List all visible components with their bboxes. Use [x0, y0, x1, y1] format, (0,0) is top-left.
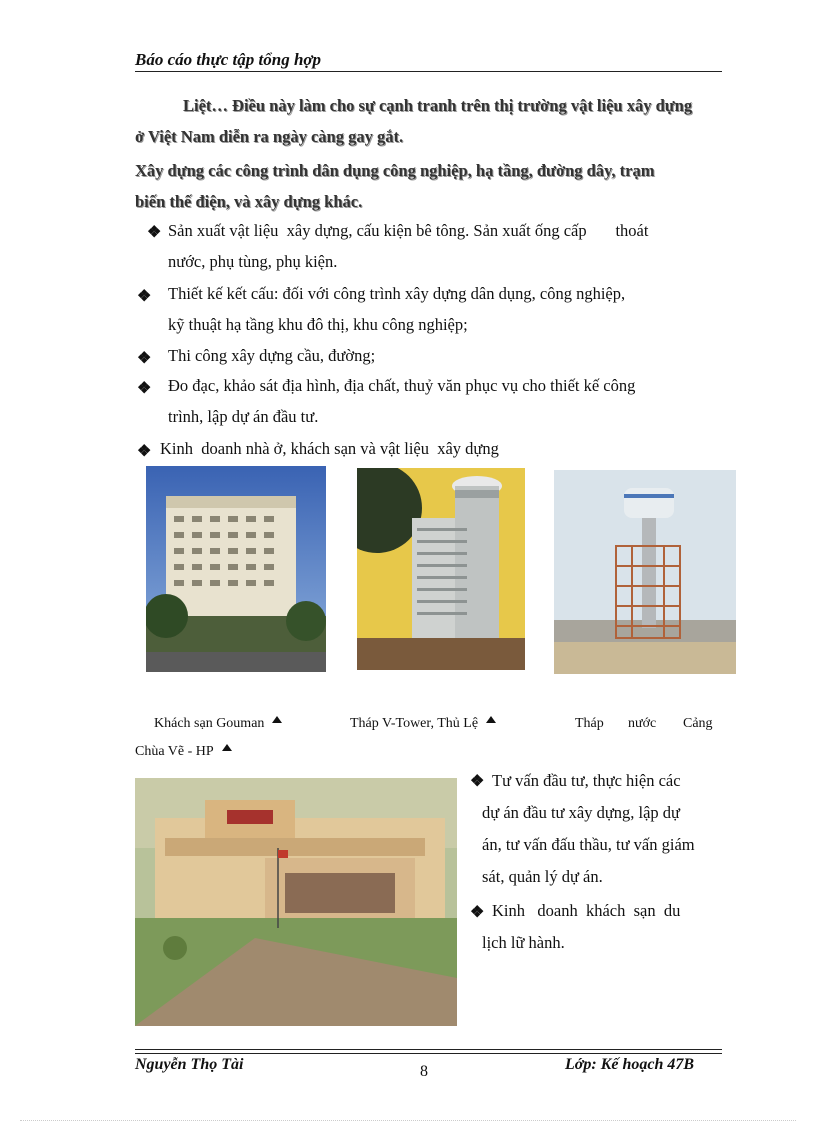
- bullet-3-line-1: Thi công xây dựng cầu, đường;: [168, 346, 376, 365]
- photo-company-building: [135, 778, 457, 1026]
- caption-hotel: Khách sạn Gouman: [154, 716, 282, 732]
- intro-line-4: biến thế điện, và xây dựng khác.: [135, 192, 363, 211]
- triangle-up-icon: [272, 716, 282, 723]
- footer-author: Nguyễn Thọ Tài: [135, 1056, 244, 1073]
- diamond-bullet-icon: ❖: [137, 350, 152, 367]
- footer-rule-bottom: [135, 1053, 722, 1054]
- caption-tower: Tháp V-Tower, Thủ Lệ: [350, 716, 496, 732]
- intro-line-3: Xây dựng các công trình dân dụng công nghiệp, hạ tầng, đường dây, trạm: [135, 161, 655, 180]
- side-bullet-2-line-2: lịch lữ hành.: [482, 933, 565, 952]
- side-bullet-1-line-3: án, tư vấn đấu thầu, tư vấn giám: [482, 835, 695, 854]
- side-bullet-1-line-1: Tư vấn đầu tư, thực hiện các: [492, 771, 681, 790]
- side-bullet-1-line-4: sát, quản lý dự án.: [482, 867, 603, 886]
- diamond-bullet-icon: ❖: [470, 773, 485, 790]
- header-title: Báo cáo thực tập tổng hợp: [135, 50, 322, 69]
- caption-water-tower-4: Chùa Vẽ - HP: [135, 744, 232, 760]
- caption-water-tower-3: Cảng: [683, 716, 713, 731]
- bullet-1-line-2: nước, phụ tùng, phụ kiện.: [168, 252, 338, 271]
- footer-rule-top: [135, 1049, 722, 1050]
- diamond-bullet-icon: ❖: [137, 443, 152, 460]
- photo-water-tower: [554, 470, 736, 674]
- bullet-2-line-2: kỹ thuật hạ tầng khu đô thị, khu công nghiệp;: [168, 315, 468, 334]
- caption-water-tower-1: Tháp: [575, 716, 604, 731]
- intro-line-1: Liệt… Điều này làm cho sự cạnh tranh trên thị trường vật liệu xây dựng: [183, 96, 693, 115]
- diamond-bullet-icon: ❖: [137, 380, 152, 397]
- intro-line-2: ở Việt Nam diễn ra ngày càng gay gắt.: [135, 127, 404, 146]
- page-number: 8: [420, 1063, 428, 1080]
- photo-v-tower: [357, 468, 525, 670]
- caption-water-tower-2: nước: [628, 716, 657, 731]
- bullet-1-line-1: Sản xuất vật liệu xây dựng, cấu kiện bê tông. Sản xuất ống cấp thoát: [168, 221, 649, 240]
- bullet-4-line-1: Đo đạc, khảo sát địa hình, địa chất, thuỷ văn phục vụ cho thiết kế công: [168, 376, 636, 395]
- side-bullet-1-line-2: dự án đầu tư xây dựng, lập dự: [482, 803, 680, 822]
- bullet-2-line-1: Thiết kế kết cấu: đối với công trình xây dựng dân dụng, công nghiệp,: [168, 284, 626, 303]
- diamond-bullet-icon: ❖: [137, 288, 152, 305]
- diamond-bullet-icon: ❖: [470, 904, 485, 921]
- photo-hotel-gouman: [146, 466, 326, 672]
- bullet-5-line-1: Kinh doanh nhà ở, khách sạn và vật liệu xây dựng: [160, 439, 499, 458]
- side-bullet-2-line-1: Kinh doanh khách sạn du: [492, 901, 681, 920]
- header-rule: [135, 71, 722, 72]
- triangle-up-icon: [486, 716, 496, 723]
- bullet-4-line-2: trình, lập dự án đầu tư.: [168, 407, 319, 426]
- footer-class: Lớp: Kế hoạch 47B: [565, 1056, 695, 1073]
- diamond-bullet-icon: ❖: [147, 224, 162, 241]
- page-edge-dotted-line: [20, 1120, 796, 1121]
- triangle-up-icon: [222, 744, 232, 751]
